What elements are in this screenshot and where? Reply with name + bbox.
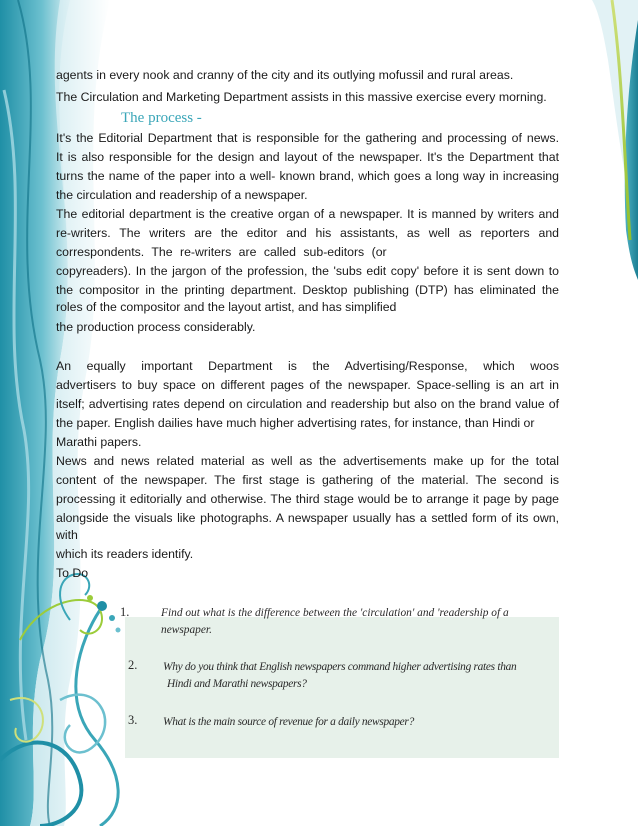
text-line: The Circulation and Marketing Department assists in this massive exercise every morning. [56,90,547,104]
todo-item-text: What is the main source of revenue for a daily newspaper? [163,716,414,728]
text-line: turns the name of the paper into a well- known brand, which goes a long way in increasing [56,169,559,183]
todo-title: To Do [56,566,89,580]
text-line: Marathi papers. [56,435,142,449]
text-line: alongside the visuals like photographs. A newspaper usually has a settled form of its own, [56,511,559,525]
todo-item-text: Hindi and Marathi newspapers? [167,678,307,690]
text-line: An equally important Department is the Advertising/Response, which woos [56,359,559,373]
todo-number: 1. [120,605,130,619]
text-line: which its readers identify. [56,547,194,561]
text-line: roles of the compositor and the layout artist, and has simplified [56,300,397,314]
text-line: The editorial department is the creative organ of a newspaper. It is manned by writers and [56,207,559,221]
text-line: the compositor in the printing department. Desktop publishing (DTP) has eliminated the [56,283,559,297]
todo-number: 3. [128,713,138,727]
text-line: agents in every nook and cranny of the city and its outlying mofussil and rural areas. [56,68,514,82]
text-line: processing it editorially and otherwise. The third stage would be to arrange it page by page [56,492,559,506]
text-line: It's the Editorial Department that is responsible for the gathering and processing of news. [56,131,559,145]
text-line: News and news related material as well as the advertisements make up for the total [56,454,559,468]
text-line: the paper. English dailies have much higher advertising rates, for instance, than Hindi or [56,416,535,430]
text-line: advertisers to buy space on different pages of the newspaper. Space-selling is an art in [56,378,559,392]
section-heading: The process - [121,110,202,126]
text-line: itself; advertising rates depend on circulation and readership but also on the brand value of [56,397,559,411]
text-line: content of the newspaper. The first stage is gathering of the material. The second is [56,473,559,487]
text-line: the production process considerably. [56,320,256,334]
todo-item-text: Find out what is the difference between the 'circulation' and 'readership of a [161,607,509,619]
text-line: with [56,528,78,542]
text-line: the circulation and readership of a newspaper. [56,188,308,202]
todo-item-text: newspaper. [161,624,212,636]
text-line: correspondents. The re-writers are called sub-editors (or [56,245,387,259]
todo-item-text: Why do you think that English newspapers command higher advertising rates than [163,661,517,673]
todo-number: 2. [128,658,138,672]
text-line: It is also responsible for the design and layout of the newspaper. It's the Department that [56,150,559,164]
text-line: re-writers. The writers are the editor and his assistants, as well as reporters and [56,226,559,240]
text-line: copyreaders). In the jargon of the profession, the 'subs edit copy' before it is sent down to [56,264,559,278]
